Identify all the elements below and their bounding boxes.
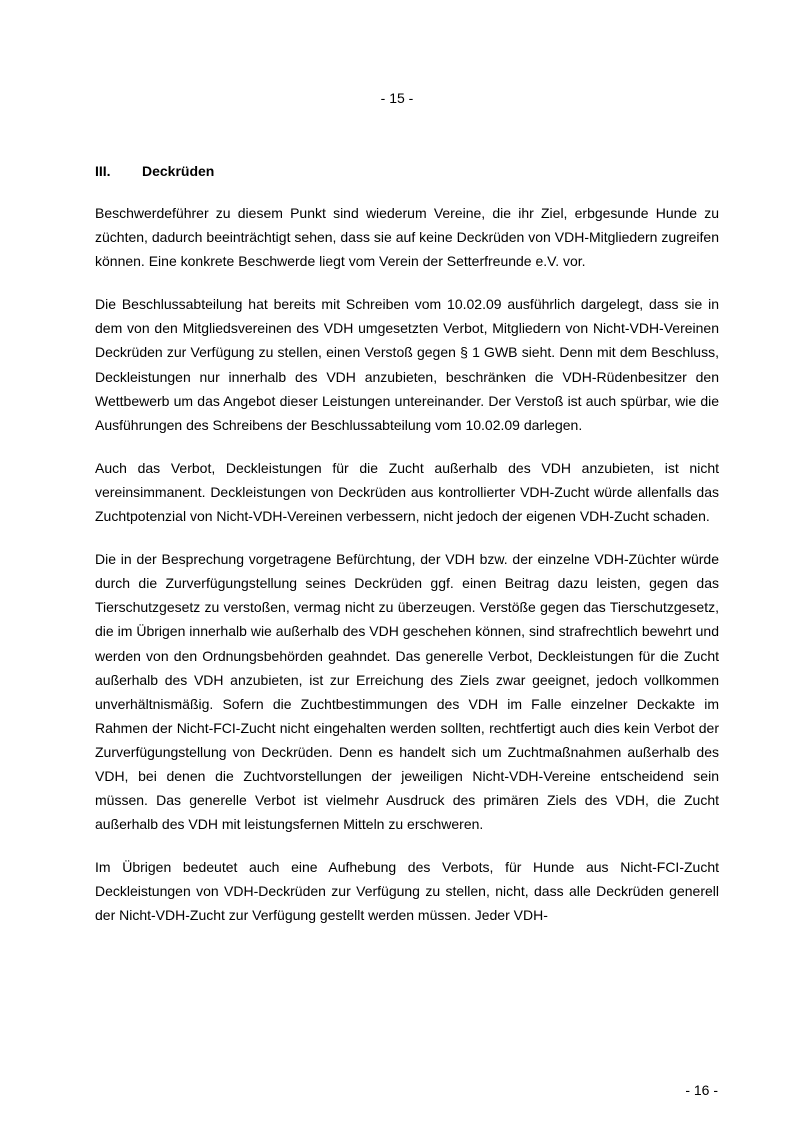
page-number-header: - 15 - xyxy=(380,90,414,106)
paragraph: Beschwerdeführer zu diesem Punkt sind wiederum Vereine, die ihr Ziel, erbgesunde Hunde zu züchten, dadurch beeinträchtigt sehen, dass sie auf keine Deckrüden von VDH-Mitgliedern zugreifen können. Eine konkrete Beschwerde liegt vom Verein der Setterfreunde e.V. vor. xyxy=(95,205,719,270)
paragraph: Die in der Besprechung vorgetragene Befürchtung, der VDH bzw. der einzelne VDH-Züchter würde durch die Zurverfügungstellung seines Deckrüden ggf. einen Beitrag dazu leisten, gegen das Tierschutzgesetz zu verstoßen, vermag nicht zu überzeugen. Verstöße gegen das Tierschutzgesetz, die im Übrigen innerhalb wie außerhalb des VDH geschehen können, sind strafrechtlich bewehrt und werden von den Ordnungsbehörden geahndet. Das generelle Verbot, Deckleistungen für die Zucht außerhalb des VDH anzubieten, ist zur Erreichung des Ziels zwar geeignet, jedoch vollkommen unverhältnismäßig. Sofern die Zuchtbestimmungen des VDH im Falle einzelner Deckakte im Rahmen der Nicht-FCI-Zucht nicht eingehalten werden sollten, rechtfertigt auch dies kein Verbot der Zurverfügungstellung von Deckrüden. Denn es handelt sich um Zuchtmaßnahmen außerhalb des VDH, bei denen die Zuchtvorstellungen der jeweiligen Nicht-VDH-Vereine entscheidend sein müssen. Das generelle Verbot ist vielmehr Ausdruck des primären Ziels des VDH, die Zucht außerhalb des VDH mit leistungsfernen Mitteln zu erschweren. xyxy=(95,551,719,833)
section-title: Deckrüden xyxy=(142,163,215,179)
paragraph: Die Beschlussabteilung hat bereits mit Schreiben vom 10.02.09 ausführlich dargelegt, dass sie in dem von den Mitgliedsvereinen des VDH umgesetzten Verbot, Mitgliedern von Nicht-VDH-Vereinen Deckrüden zur Verfügung zu stellen, einen Verstoß gegen § 1 GWB sieht. Denn mit dem Beschluss, Deckleistungen nur innerhalb des VDH anzubieten, beschränken die VDH-Rüdenbesitzer den Wettbewerb um das Angebot dieser Leistungen untereinander. Der Verstoß ist auch spürbar, wie die Ausführungen des Schreibens der Beschlussabteilung vom 10.02.09 darlegen. xyxy=(95,296,719,433)
section-heading xyxy=(95,163,214,179)
paragraph: Auch das Verbot, Deckleistungen für die Zucht außerhalb des VDH anzubieten, ist nicht vereinsimmanent. Deckleistungen von Deckrüden aus kontrollierter VDH-Zucht würde allenfalls das Zuchtpotenzial von Nicht-VDH-Vereinen verbessern, nicht jedoch der eigenen VDH-Zucht schaden. xyxy=(95,459,719,525)
section-number: III. xyxy=(95,163,111,179)
paragraph: Im Übrigen bedeutet auch eine Aufhebung des Verbots, für Hunde aus Nicht-FCI-Zucht Deckleistungen von VDH-Deckrüden zur Verfügung zu stellen, nicht, dass alle Deckrüden generell der Nicht-VDH-Zucht zur Verfügung gestellt werden müssen. Jeder VDH- xyxy=(95,859,719,924)
page-number-footer: - 16 - xyxy=(685,1082,718,1098)
body-text xyxy=(95,201,719,947)
